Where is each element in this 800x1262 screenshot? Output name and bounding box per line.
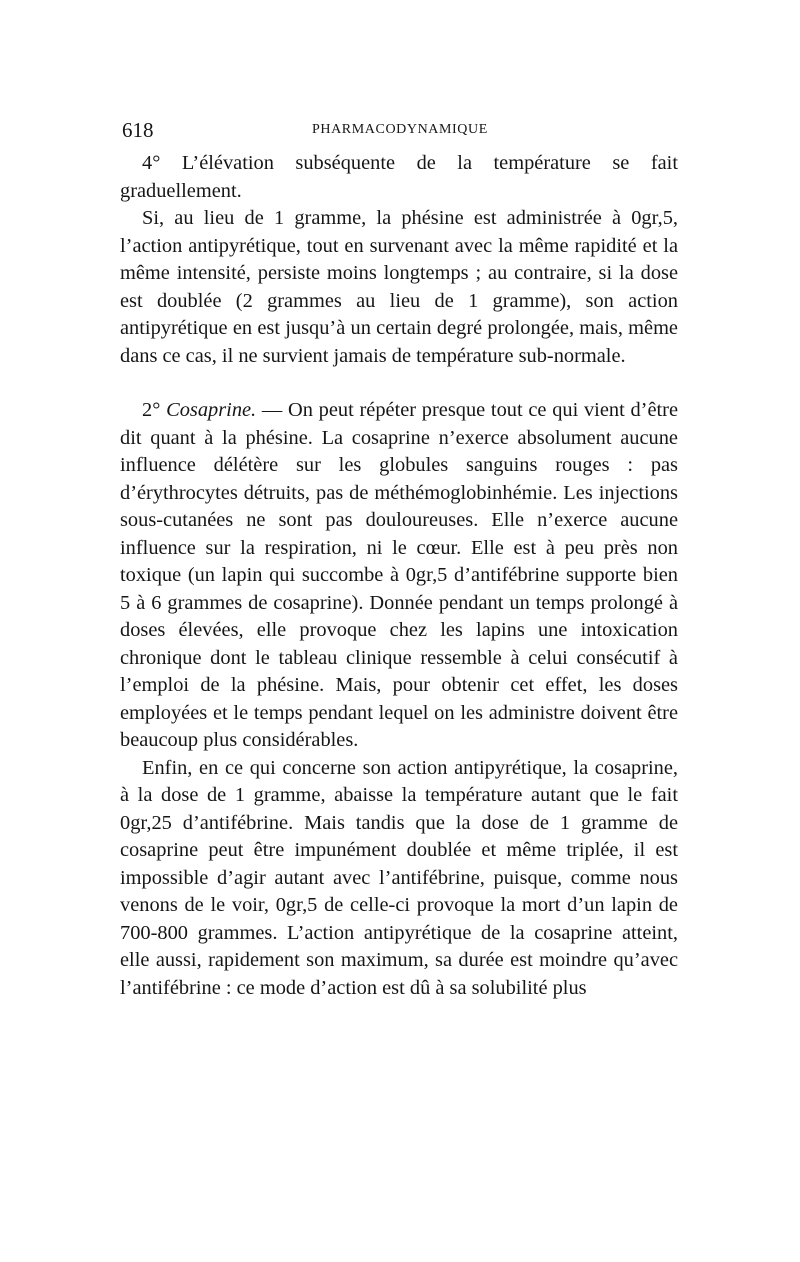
- paragraph-1: 4° L’élévation subséquente de la température se fait graduellement.: [120, 152, 678, 202]
- paragraph-3-text: — On peut répéter presque tout ce qui vient d’être dit quant à la phésine. La cosaprine n’exerce absolument aucune influence délétère sur les globules sanguins rouges : pas d’érythrocytes détruits, pas de méthémoglobinhémie. Les injections sous-cutanées ne sont pas douloureuses. Elle n’exerce aucune influence sur la respiration, ni le cœur. Elle est à peu près non toxique (un lapin qui succombe à 0gr,5 d’antifébrine supporte bien 5 à 6 grammes de cosaprine). Donnée pendant un temps prolongé à doses élevées, elle provoque chez les lapins une intoxication chronique dont le tableau clinique ressemble à celui consécutif à l’emploi de la phésine. Mais, pour obtenir cet effet, les doses employées et le temps pendant lequel on les administre doivent être beaucoup plus considérables.: [120, 399, 678, 751]
- page-header: [120, 116, 678, 150]
- page-number: 618: [122, 118, 154, 142]
- paragraph-2: Si, au lieu de 1 gramme, la phésine est administrée à 0gr,5, l’action antipyrétique, tout en survenant avec la même rapidité et la même intensité, persiste moins longtemps ; au contraire, si la dose est doublée (2 grammes au lieu de 1 gramme), son action antipyrétique en est jusqu’à un certain degré prolongée, mais, même dans ce cas, il ne survient jamais de température sub-normale.: [120, 207, 678, 367]
- section-number: 2°: [142, 399, 161, 421]
- running-head: PHARMACODYNAMIQUE: [312, 122, 488, 137]
- paragraph-3: [120, 397, 678, 755]
- section-title: Cosaprine.: [166, 399, 257, 421]
- paragraph-4: Enfin, en ce qui concerne son action antipyrétique, la cosaprine, à la dose de 1 gramme, abaisse la température autant que le fait 0gr,25 d’antifébrine. Mais tandis que la dose de 1 gramme de cosaprine peut être impunément doublée et même triplée, il est impossible d’agir autant avec l’antifébrine, puisque, comme nous venons de le voir, 0gr,5 de celle-ci provoque la mort d’un lapin de 700-800 grammes. L’action antipyrétique de la cosaprine atteint, elle aussi, rapidement son maximum, sa durée est moindre qu’avec l’antifébrine : ce mode d’action est dû à sa solubilité plus: [120, 756, 678, 999]
- section-gap: [120, 370, 678, 397]
- book-page: [120, 116, 678, 1002]
